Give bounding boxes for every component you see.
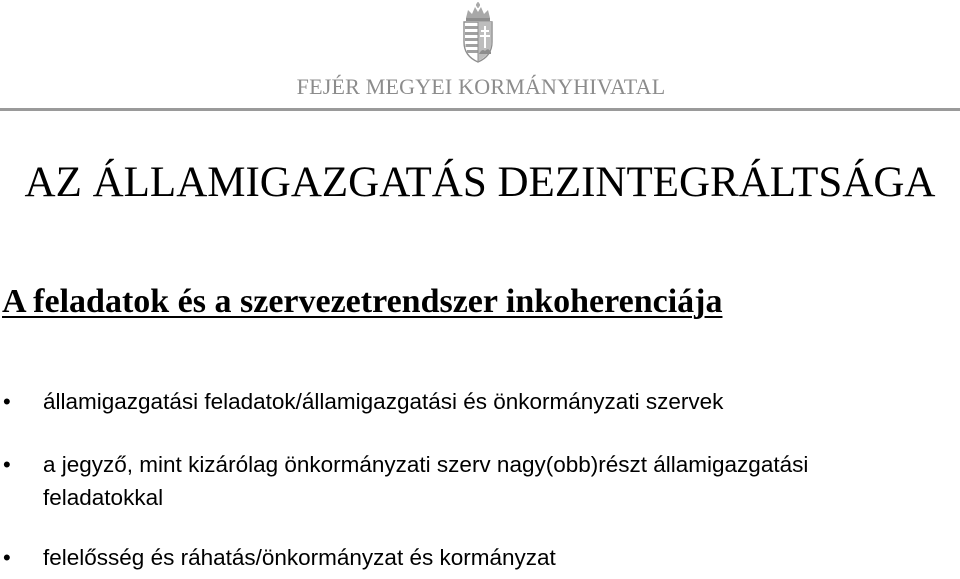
- bullet-text: államigazgatási feladatok/államigazgatási és önkormányzati szervek: [43, 389, 724, 414]
- slide-subtitle: A feladatok és a szervezetrendszer inkoherenciája: [2, 283, 723, 320]
- bullet-text: a jegyző, mint kizárólag önkormányzati szerv nagy(obb)részt államigazgatási feladatokkal: [43, 452, 809, 510]
- coat-of-arms-icon: [458, 2, 498, 64]
- bullet-marker: •: [3, 545, 11, 570]
- agency-name: FEJÉR MEGYEI KORMÁNYHIVATAL: [296, 74, 666, 99]
- bullet-marker: •: [3, 389, 11, 414]
- bullet-text: felelősség és ráhatás/önkormányzat és kormányzat: [43, 545, 556, 570]
- slide-title: AZ ÁLLAMIGAZGATÁS DEZINTEGRÁLTSÁGA: [24, 159, 936, 206]
- bullet-marker: •: [3, 452, 11, 477]
- header-divider: [0, 108, 960, 111]
